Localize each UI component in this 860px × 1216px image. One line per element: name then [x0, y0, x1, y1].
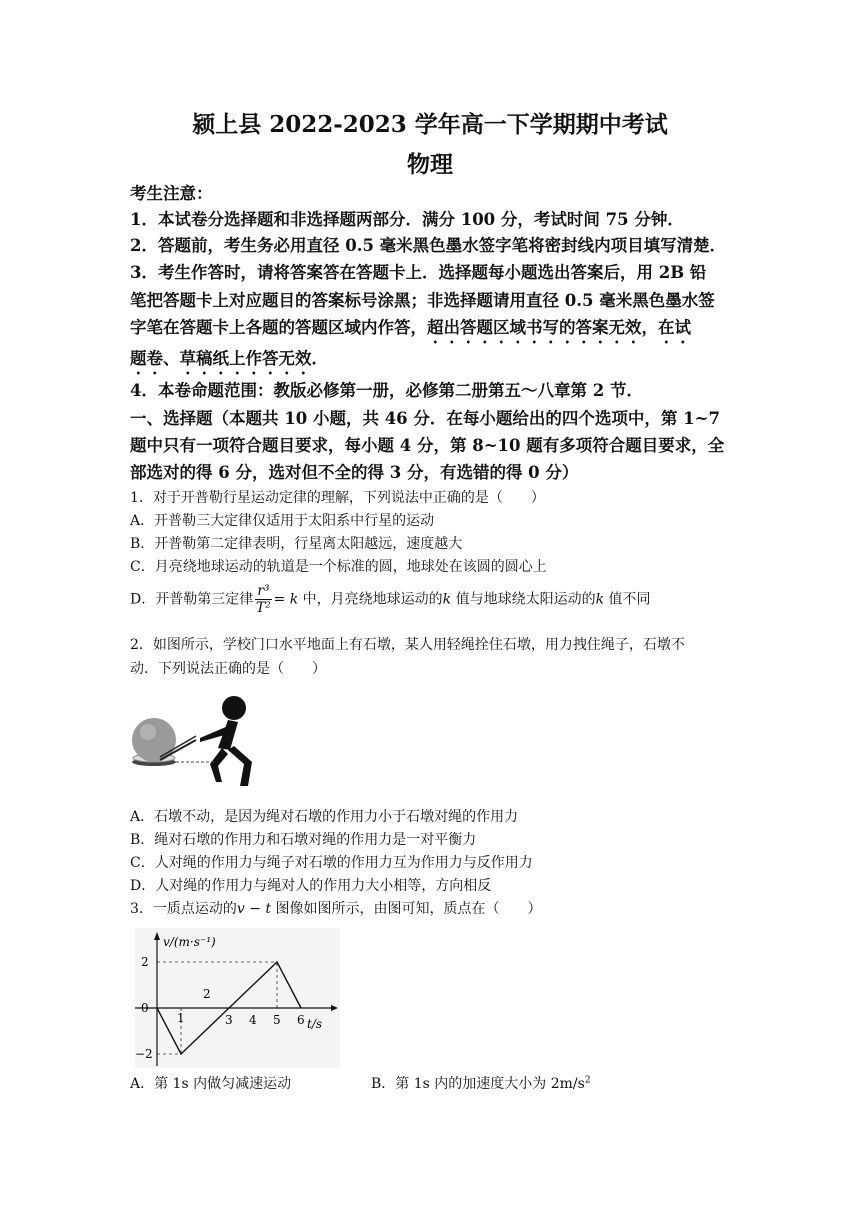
exam-title: 颍上县 2022-2023 学年高一下学期期中考试 — [192, 111, 668, 138]
x-tick-label: 1 — [177, 1011, 185, 1025]
q2-option-d: D．人对绳的作用力与绳对人的作用力大小相等，方向相反 — [130, 878, 492, 894]
chart-background — [135, 928, 340, 1068]
notice-item-3-line1: 3．考生作答时，请将答案答在答题卡上．选择题每小题选出答案后，用 2B 铅 — [130, 263, 707, 282]
q1-stem: 1．对于开普勒行星运动定律的理解，下列说法中正确的是（ ） — [130, 490, 545, 506]
x-tick-label: 6 — [297, 1013, 305, 1027]
q1-option-a: A．开普勒三大定律仅适用于太阳系中行星的运动 — [130, 513, 435, 529]
notice-item-3-line3a: 字笔在答题卡上各题的答题区域内作答， — [130, 318, 427, 337]
q1-option-d: D．开普勒第三定律 $\frac{\text{r³}}{\text{T²}}$ = k 中，月亮绕地球运动的k 值与地球绕太阳运动的k 值不同 — [130, 583, 651, 616]
q2-stem-line2: 动．下列说法正确的是（ ） — [130, 661, 326, 677]
q2-option-a: A．石墩不动，是因为绳对石墩的作用力小于石墩对绳的作用力 — [130, 809, 519, 825]
notice-item-2: 2．答题前，考生务必用直径 0.5 毫米黑色墨水签字笔将密封线内项目填写清楚． — [130, 236, 727, 255]
x-tick-label: 4 — [249, 1013, 257, 1027]
notice-item-1: 1．本试卷分选择题和非选择题两部分．满分 100 分，考试时间 75 分钟． — [130, 210, 684, 229]
notice-heading: 考生注意： — [130, 184, 213, 203]
person-head — [222, 696, 246, 720]
v-axis-label: v/(m·s⁻¹) — [163, 935, 216, 949]
q3-stem: 3．一质点运动的v − t 图像如图所示，由图可知，质点在（ ） — [130, 901, 542, 917]
q3-option-b: B．第 1s 内的加速度大小为 $2m/s^2$ — [371, 1075, 591, 1092]
exam-subject: 物理 — [407, 151, 453, 178]
notice-item-3-line4: 题卷、草稿纸上作答无效． — [130, 349, 328, 368]
chart-annotation: 2 — [203, 987, 211, 1001]
notice-item-3-line3 — [130, 314, 691, 347]
section1-line1: 一、选择题（本题共 10 小题，共 46 分．在每小题给出的四个选项中，第 1~7 — [130, 409, 720, 428]
q2-option-b: B．绳对石墩的作用力和石墩对绳的作用力是一对平衡力 — [130, 832, 477, 848]
q3-option-a: A．第 1s 内做匀减速运动 — [130, 1076, 292, 1092]
kepler-fraction: $\frac{\text{r³}}{\text{T²}}$ — [255, 583, 271, 616]
notice-emphasis-2: 题卷、草稿纸上作答无效 — [130, 349, 312, 368]
x-tick-label: 5 — [273, 1013, 281, 1027]
q1-option-c: C．月亮绕地球运动的轨道是一个标准的圆，地球处在该圆的圆心上 — [130, 559, 547, 575]
y-tick-label: 0 — [141, 1001, 149, 1015]
q2-option-c: C．人对绳的作用力与绳子对石墩的作用力互为作用力与反作用力 — [130, 855, 533, 871]
vt-chart — [135, 928, 340, 1068]
notice-item-3-line2: 笔把答题卡上对应题目的答案标号涂黑；非选择题请用直径 0.5 毫米黑色墨水签 — [130, 291, 715, 310]
q2-stem-line1: 2．如图所示，学校门口水平地面上有石墩，某人用轻绳拴住石墩，用力拽住绳子，石墩不 — [130, 637, 685, 653]
notice-emphasis-1: 超出答题区域书写的答案无效，在试 — [427, 318, 691, 337]
q1-option-b: B．开普勒第二定律表明，行星离太阳越远，速度越大 — [130, 536, 463, 552]
section1-line2: 题中只有一项符合题目要求，每小题 4 分，第 8~10 题有多项符合题目要求，全 — [130, 436, 725, 455]
y-tick-label: 2 — [141, 955, 149, 969]
t-axis-label: t/s — [307, 1017, 323, 1031]
x-tick-label: 3 — [225, 1013, 233, 1027]
section1-line3: 部选对的得 6 分，选对但不全的得 3 分，有选错的得 0 分） — [130, 463, 579, 482]
notice-item-4: 4．本卷命题范围：教版必修第一册，必修第二册第五～八章第 2 节． — [130, 381, 643, 400]
stone-pier-illustration — [130, 690, 260, 795]
y-tick-label: −2 — [135, 1047, 153, 1061]
